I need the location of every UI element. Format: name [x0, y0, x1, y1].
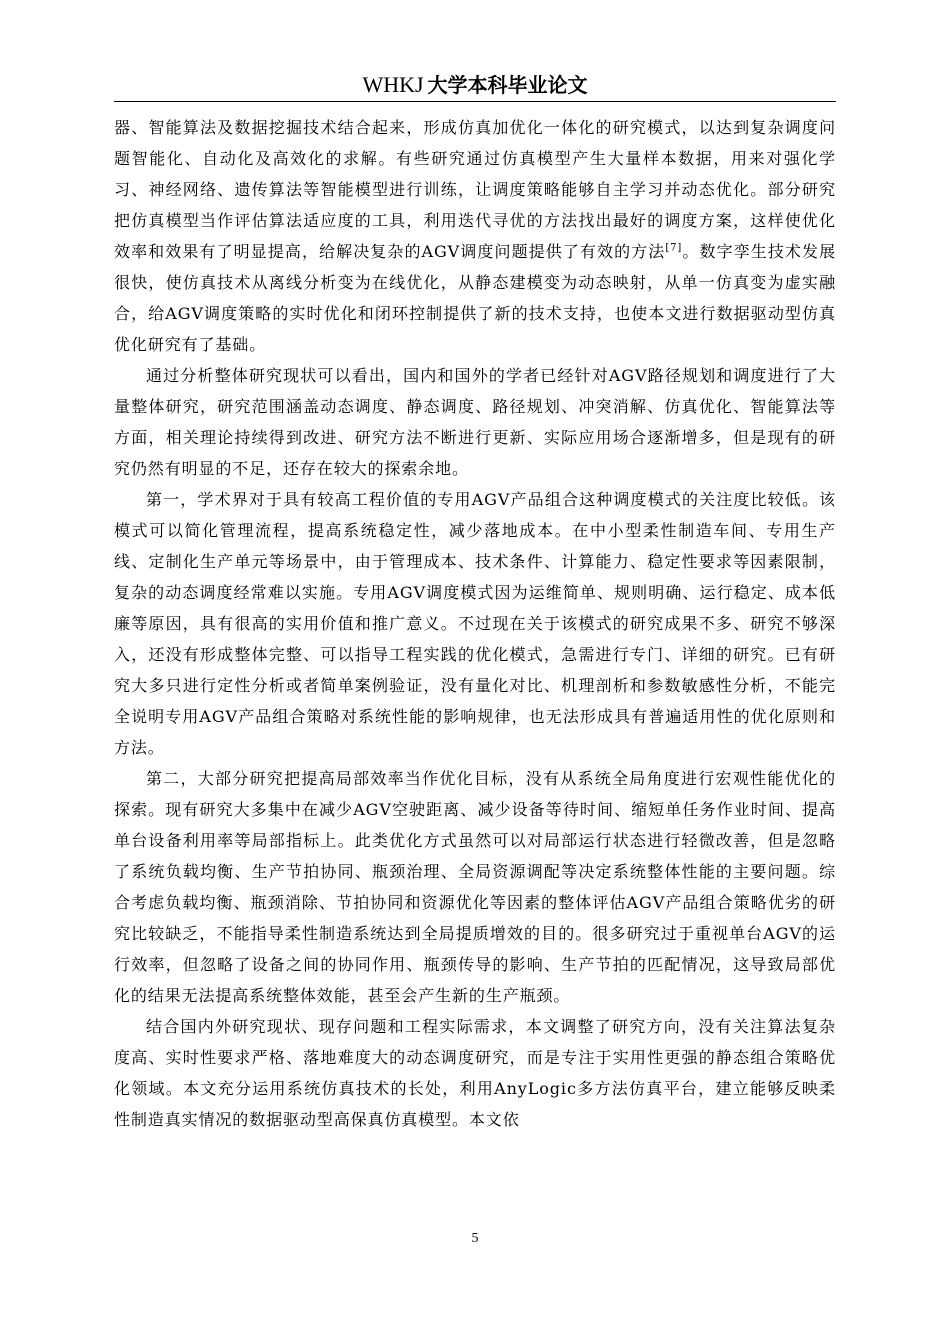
header-divider	[114, 101, 836, 102]
paragraph-1	[114, 112, 836, 360]
paragraph-3: 第一，学术界对于具有较高工程价值的专用AGV产品组合这种调度模式的关注度比较低。该模式可以简化管理流程，提高系统稳定性，减少落地成本。在中小型柔性制造车间、专用生产线、定制化生产单元等场景中，由于管理成本、技术条件、计算能力、稳定性要求等因素限制，复杂的动态调度经常难以实施。专用AGV调度模式因为运维简单、规则明确、运行稳定、成本低廉等原因，具有很高的实用价值和推广意义。不过现在关于该模式的研究成果不多、研究不够深入，还没有形成整体完整、可以指导工程实践的优化模式，急需进行专门、详细的研究。已有研究大多只进行定性分析或者简单案例验证，没有量化对比、机理剖析和参数敏感性分析，不能完全说明专用AGV产品组合策略对系统性能的影响规律，也无法形成具有普遍适用性的优化原则和方法。	[114, 490, 836, 757]
header-school-name: WHKJ	[362, 72, 424, 97]
citation-ref: [7]	[665, 242, 683, 254]
paragraph-1-text-a: 器、智能算法及数据挖掘技术结合起来，形成仿真加优化一体化的研究模式，以达到复杂调度问题智能化、自动化及高效化的求解。有些研究通过仿真模型产生大量样本数据，用来对强化学习、神经网络、遗传算法等智能模型进行训练，让调度策略能够自主学习并动态优化。部分研究把仿真模型当作评估算法适应度的工具，利用迭代寻优的方法找出最好的调度方案，这样使优化效率和效果有了明显提高，给解决复杂的AGV调度问题提供了有效的方法	[114, 118, 836, 261]
paragraph-4: 第二，大部分研究把提高局部效率当作优化目标，没有从系统全局角度进行宏观性能优化的探索。现有研究大多集中在减少AGV空驶距离、减少设备等待时间、缩短单任务作业时间、提高单台设备利用率等局部指标上。此类优化方式虽然可以对局部运行状态进行轻微改善，但是忽略了系统负载均衡、生产节拍协同、瓶颈治理、全局资源调配等决定系统整体性能的主要问题。综合考虑负载均衡、瓶颈消除、节拍协同和资源优化等因素的整体评估AGV产品组合策略优劣的研究比较缺乏，不能指导柔性制造系统达到全局提质增效的目的。很多研究过于重视单台AGV的运行效率，但忽略了设备之间的协同作用、瓶颈传导的影响、生产节拍的匹配情况，这导致局部优化的结果无法提高系统整体效能，甚至会产生新的生产瓶颈。	[114, 769, 836, 1005]
page-header	[114, 70, 836, 100]
paragraph-2: 通过分析整体研究现状可以看出，国内和国外的学者已经针对AGV路径规划和调度进行了大量整体研究，研究范围涵盖动态调度、静态调度、路径规划、冲突消解、仿真优化、智能算法等方面，相关理论持续得到改进、研究方法不断进行更新、实际应用场合逐渐增多，但是现有的研究仍然有明显的不足，还存在较大的探索余地。	[114, 366, 836, 478]
page-number: 5	[471, 1231, 479, 1246]
header-thesis-title: 大学本科毕业论文	[427, 73, 588, 97]
body-text	[114, 112, 836, 1135]
paragraph-5: 结合国内外研究现状、现存问题和工程实际需求，本文调整了研究方向，没有关注算法复杂度高、实时性要求严格、落地难度大的动态调度研究，而是专注于实用性更强的静态组合策略优化领域。本文充分运用系统仿真技术的长处，利用AnyLogic多方法仿真平台，建立能够反映柔性制造真实情况的数据驱动型高保真仿真模型。本文依	[114, 1017, 836, 1129]
paragraph-1-text-b: 。数字孪生技术发展很快，使仿真技术从离线分析变为在线优化，从静态建模变为动态映射，从单一仿真变为虚实融合，给AGV调度策略的实时优化和闭环控制提供了新的技术支持，也使本文进行数据驱动型仿真优化研究有了基础。	[114, 242, 836, 354]
